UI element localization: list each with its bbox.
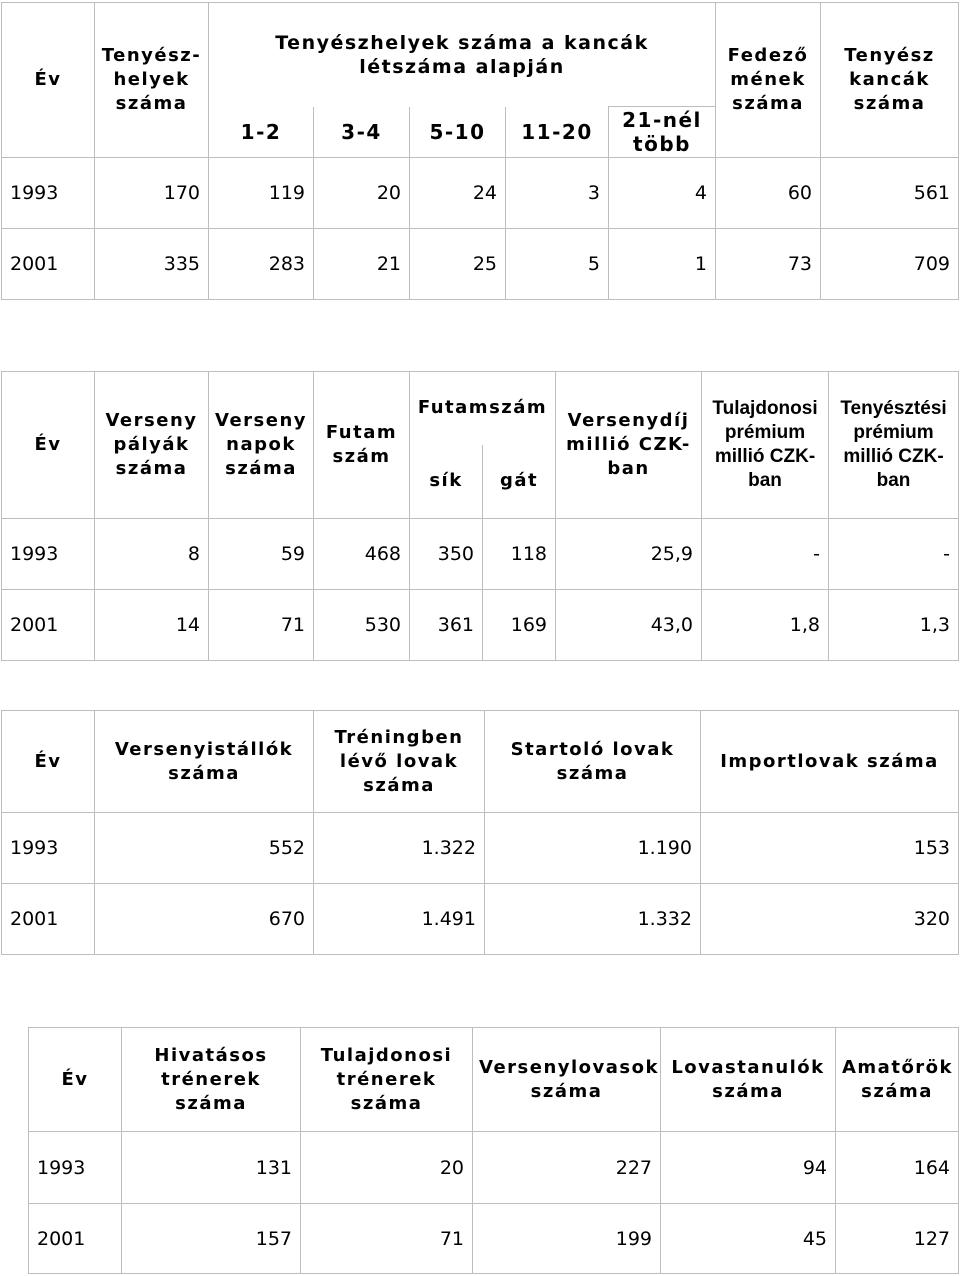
cell: 8 <box>95 519 209 590</box>
cell: 2001 <box>2 229 95 300</box>
cell: - <box>829 519 959 590</box>
cell: 670 <box>95 884 314 955</box>
cell: 25,9 <box>556 519 702 590</box>
cell: 24 <box>410 158 506 229</box>
cell: 1,8 <box>702 590 829 661</box>
header-stables: Versenyistállók száma <box>95 711 314 813</box>
cell: 709 <box>821 229 959 300</box>
header-race-count: Futamszám <box>410 372 556 445</box>
table-row <box>2 519 959 590</box>
cell: 170 <box>95 158 209 229</box>
cell: 1993 <box>29 1132 122 1204</box>
header-year: Év <box>29 1028 122 1132</box>
table-row <box>2 884 959 955</box>
cell: 283 <box>209 229 314 300</box>
cell: - <box>702 519 829 590</box>
header-amateurs: Amatőrök száma <box>836 1028 959 1132</box>
header-jockeys: Versenylovasok száma <box>473 1028 661 1132</box>
header-horses-in-training: Tréningben lévő lovak száma <box>314 711 485 813</box>
cell: 164 <box>836 1132 959 1204</box>
header-year: Év <box>2 3 95 158</box>
cell: 350 <box>410 519 483 590</box>
table-row <box>29 1204 959 1274</box>
cell: 1 <box>609 229 716 300</box>
header-sites-by-mare-count: Tenyészhelyek száma a kancák létszáma alapján <box>209 3 716 107</box>
cell: 43,0 <box>556 590 702 661</box>
cell: 1.322 <box>314 813 485 884</box>
stables-table <box>1 710 959 955</box>
header-breeding-sites: Tenyész- helyek száma <box>95 3 209 158</box>
header-stallions: Fedező mének száma <box>716 3 821 158</box>
header-3-4: 3-4 <box>314 107 410 158</box>
cell: 1.190 <box>485 813 701 884</box>
header-1-2: 1-2 <box>209 107 314 158</box>
header-imported-horses: Importlovak száma <box>701 711 959 813</box>
header-year: Év <box>2 711 95 813</box>
cell: 14 <box>95 590 209 661</box>
cell: 157 <box>122 1204 301 1274</box>
cell: 1993 <box>2 813 95 884</box>
header-owner-premium: Tulajdonosi prémium millió CZK- ban <box>702 372 829 519</box>
header-tracks: Verseny pályák száma <box>95 372 209 519</box>
cell: 530 <box>314 590 410 661</box>
header-races: Futam szám <box>314 372 410 519</box>
cell: 73 <box>716 229 821 300</box>
cell: 2001 <box>29 1204 122 1274</box>
header-apprentices: Lovastanulók száma <box>661 1028 836 1132</box>
header-11-20: 11-20 <box>506 107 609 158</box>
cell: 60 <box>716 158 821 229</box>
table-row <box>2 229 959 300</box>
header-race-days: Verseny napok száma <box>209 372 314 519</box>
header-5-10: 5-10 <box>410 107 506 158</box>
cell: 227 <box>473 1132 661 1204</box>
cell: 320 <box>701 884 959 955</box>
table-row <box>2 813 959 884</box>
cell: 169 <box>483 590 556 661</box>
cell: 561 <box>821 158 959 229</box>
header-broodmares: Tenyész kancák száma <box>821 3 959 158</box>
header-flat: sík <box>410 445 483 519</box>
header-year: Év <box>2 372 95 519</box>
cell: 131 <box>122 1132 301 1204</box>
header-hurdle: gát <box>483 445 556 519</box>
cell: 552 <box>95 813 314 884</box>
cell: 94 <box>661 1132 836 1204</box>
cell: 3 <box>506 158 609 229</box>
header-breeder-premium: Tenyésztési prémium millió CZK- ban <box>829 372 959 519</box>
cell: 59 <box>209 519 314 590</box>
cell: 1993 <box>2 519 95 590</box>
header-professional-trainers: Hivatásos trénerek száma <box>122 1028 301 1132</box>
trainers-table <box>28 1027 959 1274</box>
cell: 1,3 <box>829 590 959 661</box>
cell: 361 <box>410 590 483 661</box>
cell: 5 <box>506 229 609 300</box>
cell: 2001 <box>2 884 95 955</box>
cell: 71 <box>209 590 314 661</box>
cell: 1.332 <box>485 884 701 955</box>
cell: 199 <box>473 1204 661 1274</box>
table-row <box>2 158 959 229</box>
cell: 45 <box>661 1204 836 1274</box>
cell: 335 <box>95 229 209 300</box>
header-prize-money: Versenydíj millió CZK- ban <box>556 372 702 519</box>
table-row <box>2 590 959 661</box>
cell: 119 <box>209 158 314 229</box>
header-owner-trainers: Tulajdonosi trénerek száma <box>301 1028 473 1132</box>
cell: 21 <box>314 229 410 300</box>
cell: 153 <box>701 813 959 884</box>
cell: 71 <box>301 1204 473 1274</box>
header-21-plus: 21-nél több <box>609 107 716 158</box>
cell: 468 <box>314 519 410 590</box>
cell: 1993 <box>2 158 95 229</box>
header-starting-horses: Startoló lovak száma <box>485 711 701 813</box>
table-row <box>29 1132 959 1204</box>
racing-table <box>1 371 959 661</box>
cell: 25 <box>410 229 506 300</box>
cell: 20 <box>301 1132 473 1204</box>
cell: 4 <box>609 158 716 229</box>
cell: 127 <box>836 1204 959 1274</box>
cell: 2001 <box>2 590 95 661</box>
breeding-sites-table <box>1 2 959 300</box>
cell: 118 <box>483 519 556 590</box>
cell: 1.491 <box>314 884 485 955</box>
cell: 20 <box>314 158 410 229</box>
